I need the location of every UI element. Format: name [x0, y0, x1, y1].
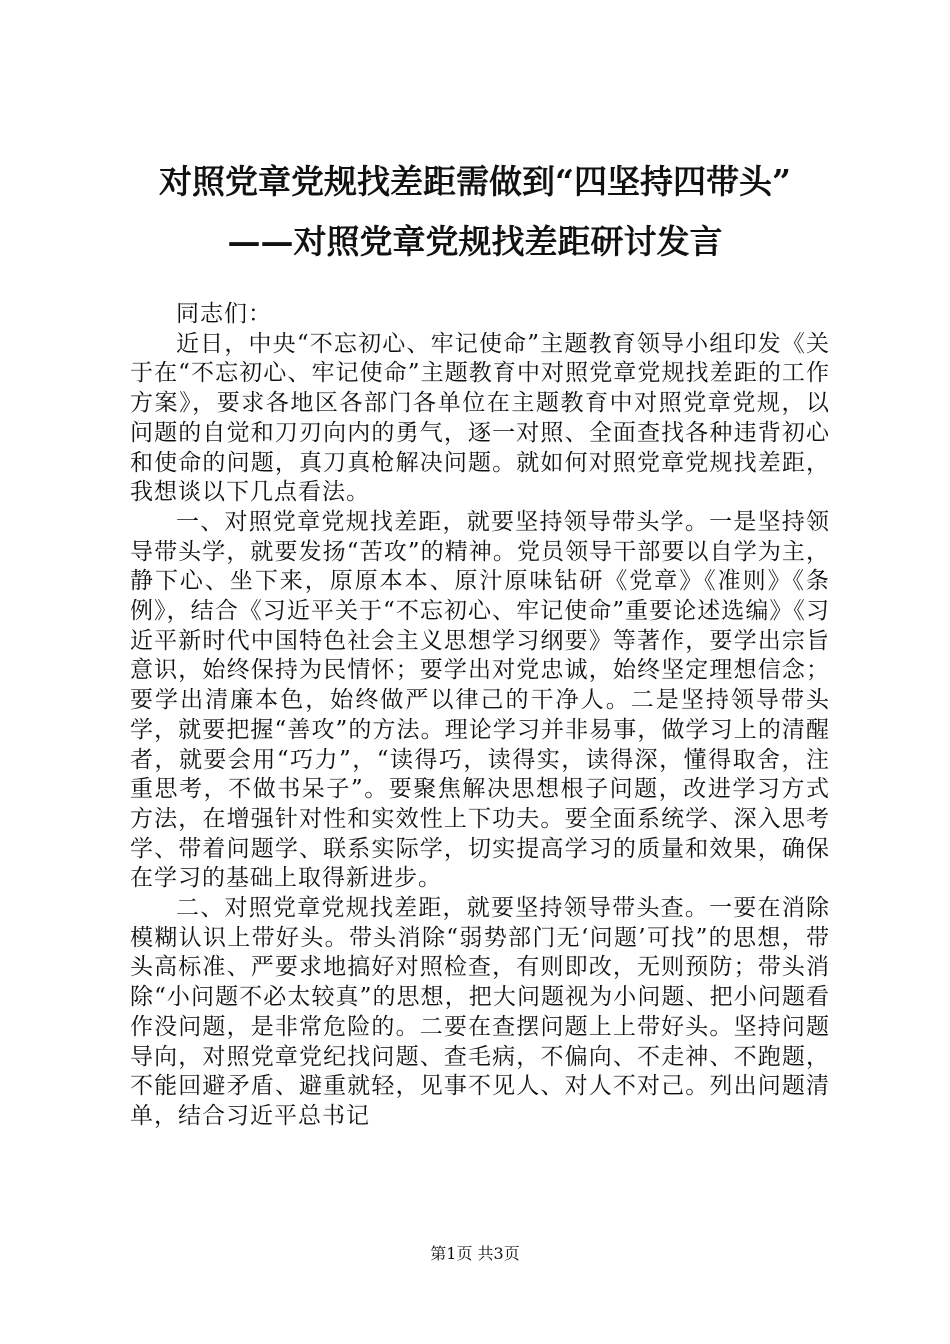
- paragraph-section-1: 一、对照党章党规找差距，就要坚持领导带头学。一是坚持领导带头学，就要发扬“苦攻”的精神。党员领导干部要以自学为主，静下心、坐下来，原原本本、原汁原味钻研《党章》《准则》《条例》，结合《习近平关于“不忘初心、牢记使命”重要论述选编》《习近平新时代中国特色社会主义思想学习纲要》等著作，要学出宗旨意识，始终保持为民情怀；要学出对党忠诚，始终坚定理想信念；要学出清廉本色，始终做严以律己的干净人。二是坚持领导带头学，就要把握“善攻”的方法。理论学习并非易事，做学习上的清醒者，就要会用“巧力”，“读得巧，读得实，读得深，懂得取舍，注重思考，不做书呆子”。要聚焦解决思想根子问题，改进学习方式方法，在增强针对性和实效性上下功夫。要全面系统学、深入思考学、带着问题学、联系实际学，切实提高学习的质量和效果，确保在学习的基础上取得新进步。: [130, 508, 830, 892]
- document-title: 对照党章党规找差距需做到“四坚持四带头”: [159, 162, 791, 201]
- document-subtitle: ——对照党章党规找差距研讨发言: [227, 222, 723, 261]
- paragraph-intro: 近日，中央“不忘初心、牢记使命”主题教育领导小组印发《关于在“不忘初心、牢记使命”主题教育中对照党章党规找差距的工作方案》，要求各地区各部门各单位在主题教育中对照党章党规，以问题的自觉和刀刃向内的勇气，逐一对照、全面查找各种违背初心和使命的问题，真刀真枪解决问题。就如何对照党章党规找差距，我想谈以下几点看法。: [130, 330, 830, 506]
- page-footer: 第1页 共3页: [430, 1244, 520, 1263]
- salutation: 同志们：: [176, 301, 272, 327]
- paragraph-section-2: 二、对照党章党规找差距，就要坚持领导带头查。一要在消除模糊认识上带好头。带头消除“弱势部门无‘问题’可找”的思想，带头高标准、严要求地搞好对照检查，有则即改，无则预防；带头消除“小问题不必太较真”的思想，把大问题视为小问题、把小问题看作没问题，是非常危险的。二要在查摆问题上上带好头。坚持问题导向，对照党章党纪找问题、查毛病，不偏向、不走神、不跑题，不能回避矛盾、避重就轻，见事不见人、对人不对己。列出问题清单，结合习近平总书记: [130, 895, 830, 1129]
- document-body: [130, 300, 830, 1132]
